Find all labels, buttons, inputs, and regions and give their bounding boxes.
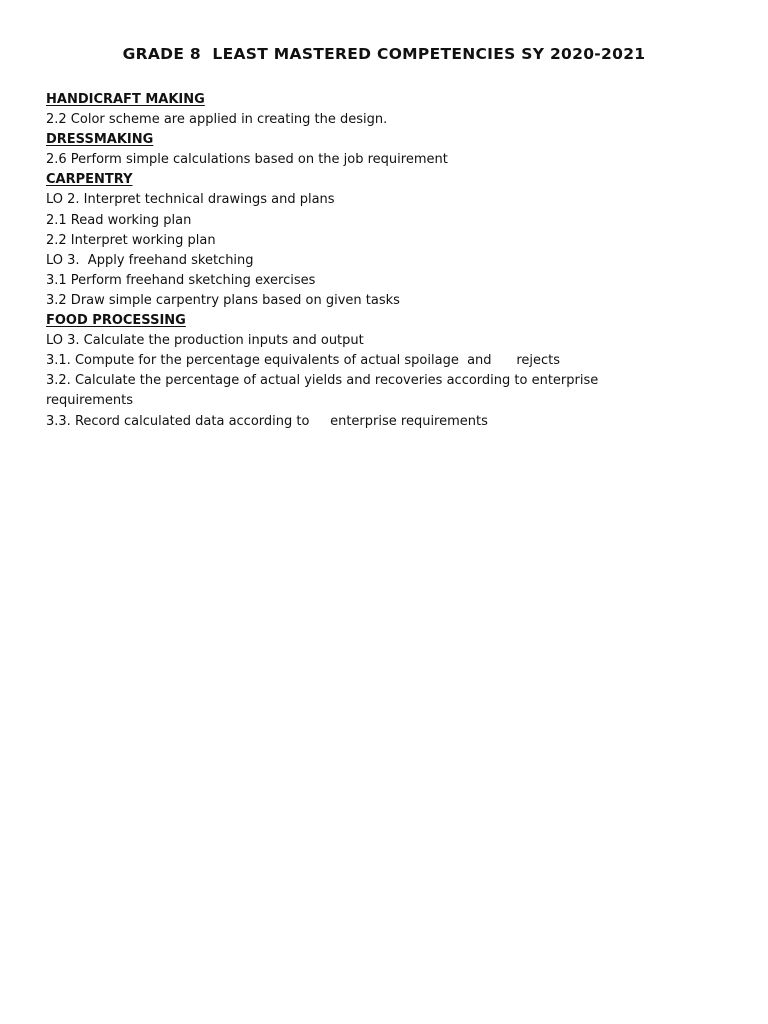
competency-line: 3.1 Perform freehand sketching exercises — [46, 272, 316, 288]
page-title: GRADE 8 LEAST MASTERED COMPETENCIES SY 2020-2021 — [122, 45, 646, 63]
section-heading-carpentry: CARPENTRY — [46, 172, 133, 188]
competency-line: LO 2. Interpret technical drawings and plans — [46, 192, 335, 208]
competency-list — [46, 90, 726, 432]
competency-line: 2.6 Perform simple calculations based on the job requirement — [46, 152, 448, 168]
section-heading-dressmaking: DRESSMAKING — [46, 132, 154, 148]
competency-line: requirements — [46, 393, 133, 409]
competency-line: 3.2 Draw simple carpentry plans based on given tasks — [46, 292, 400, 308]
section-heading-food-processing: FOOD PROCESSING — [46, 313, 186, 329]
competency-line: 3.2. Calculate the percentage of actual yields and recoveries according to enterprise — [46, 373, 599, 389]
section-heading-handicraft-making: HANDICRAFT MAKING — [46, 92, 205, 107]
competency-line: 3.3. Record calculated data according to enterprise requirements — [46, 413, 488, 429]
competency-line: 3.1. Compute for the percentage equivalents of actual spoilage and rejects — [46, 353, 561, 369]
competency-line: 2.1 Read working plan — [46, 212, 192, 228]
competency-line: 2.2 Color scheme are applied in creating the design. — [46, 112, 388, 128]
competency-line: LO 3. Calculate the production inputs and output — [46, 333, 364, 349]
competency-line: 2.2 Interpret working plan — [46, 232, 216, 248]
competency-line: LO 3. Apply freehand sketching — [46, 252, 254, 268]
